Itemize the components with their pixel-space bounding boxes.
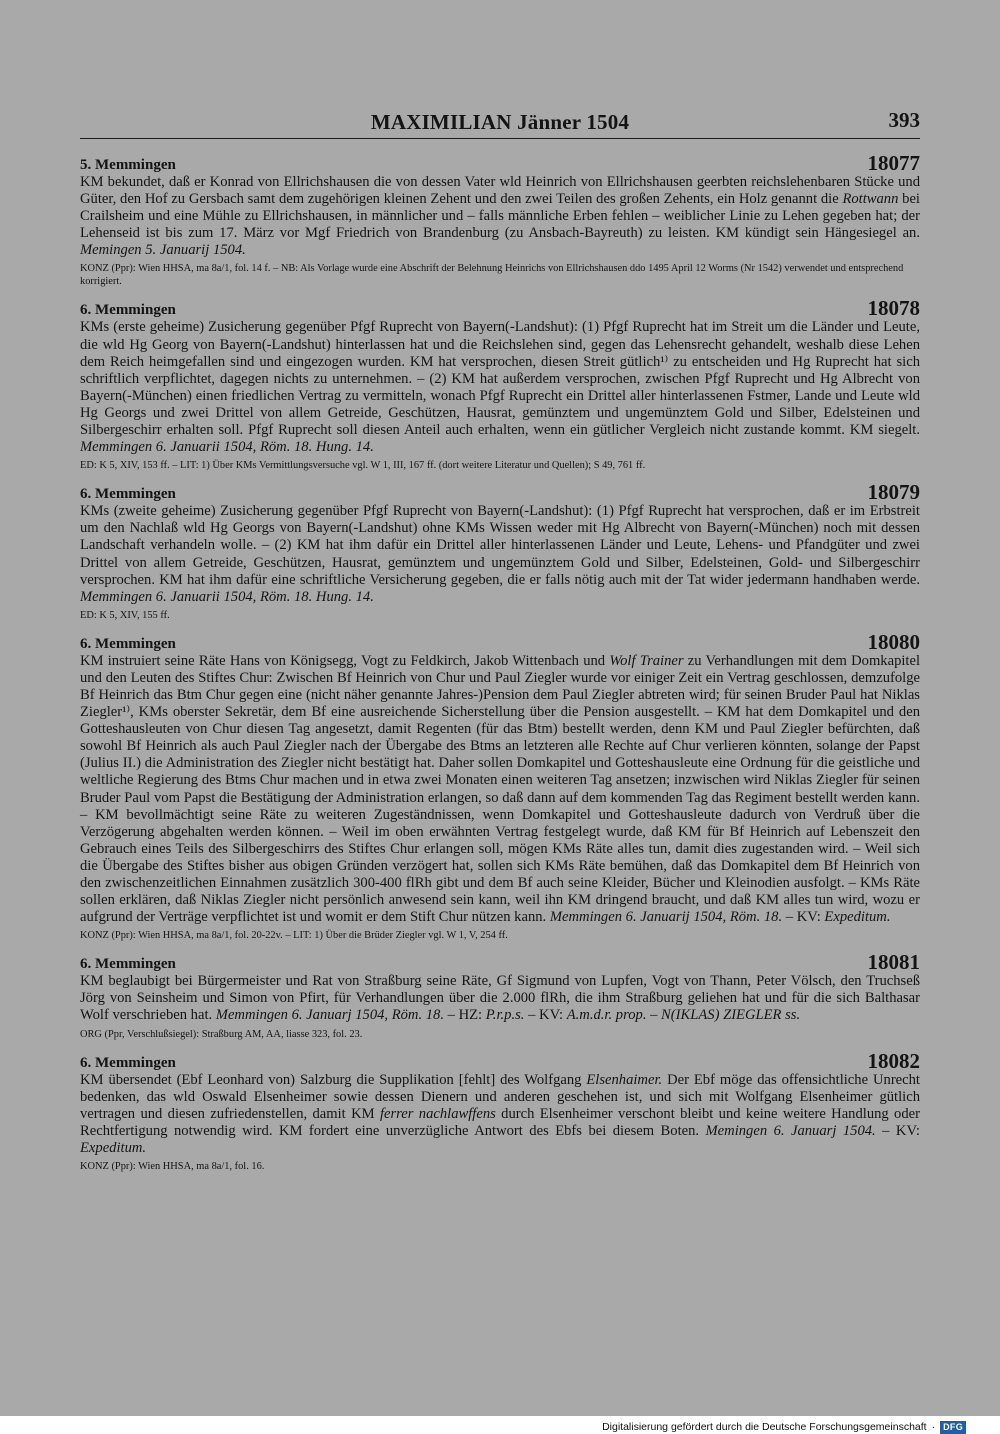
regest-entry — [80, 951, 920, 1040]
entries-list — [80, 152, 920, 1182]
footer-separator: · — [931, 1421, 936, 1433]
entry-date-place: 6. Memmingen — [80, 302, 176, 319]
entry-header — [80, 951, 920, 973]
entry-text — [80, 653, 920, 927]
entry-text-italic: Rottwann — [842, 191, 899, 208]
entry-text-segment: KM instruiert seine Räte Hans von Königsegg, Vogt zu Feldkirch, Jakob Wittenbach und — [80, 652, 610, 669]
entry-text-italic: Expeditum. — [824, 909, 891, 926]
running-header — [80, 108, 920, 138]
page-number: 393 — [888, 108, 920, 132]
header-rule — [80, 138, 920, 139]
entry-text-segment: KMs (erste geheime) Zusicherung gegenüber Pfgf Ruprecht von Bayern(-Landshut): (1) Pfgf Ruprecht hat im Streit um die Länder und Leute, die wld Hg Georg von Bayern(-Landshut) hinterlassen hat und die Reichslehen sind, gegen das Lehensrecht gehandelt, weshalb diese Lehen dem Reich heimgefallen sind und eingezogen wurden. KM hat versprochen, diesen Streit gütlich¹⁾ zu entscheiden und Hg Ruprecht hat sich schriftlich verpflichtet, dagegen nichts zu unternehmen. – (2) KM hat außerdem versprochen, zwischen Pfgf Ruprecht und Hg Albrecht von Bayern(-München) einen friedlichen Vertrag zu vermitteln, wonach Pfgf Ruprecht ein Drittel aller hinterlassenen Fstmer, Lande und Leute wld Hg Georgs und zwei Drittel von allem Getreide, Geschützen, Hausrat, gemünztem und ungemünztem Gold und Silber, Edelsteinen und Silbergeschirr erhalten soll. Pfgf Ruprecht soll diesen Anteil auch erhalten, wenn ein gütlicher Vergleich nicht zustande kommt. KM siegelt. — [80, 319, 920, 439]
entry-header — [80, 152, 920, 174]
entry-source-note: KONZ (Ppr): Wien HHSA, ma 8a/1, fol. 16. — [80, 1161, 265, 1173]
footer-credit: Digitalisierung gefördert durch die Deutsche Forschungsgemeinschaft — [602, 1421, 927, 1433]
entry-text-segment: – KV: — [875, 1122, 920, 1139]
entry-header — [80, 297, 920, 319]
entry-text-italic: Memingen 5. Januarij 1504. — [80, 242, 246, 259]
entry-source-note: KONZ (Ppr): Wien HHSA, ma 8a/1, fol. 14 f. – NB: Als Vorlage wurde eine Abschrift der Belehnung Heinrichs von Ellrichshausen ddo 1495 April 12 Worms (Nr 1542) verwendet und entsprechend korrigiert. — [80, 263, 904, 288]
regest-entry — [80, 297, 920, 472]
entry-text-segment: KMs (zweite geheime) Zusicherung gegenüber Pfgf Ruprecht von Bayern(-Landshut): (1) Pfgf Ruprecht hat versprochen, daß er im Erbstreit um den Nachlaß wld Hg Georgs von Bayern(-Landshut) ohne KMs Wissen weder mit Hg Albrecht von Bayern(-München) noch mit dessen Landschaft verhandeln wolle. – (2) KM hat ihm dafür ein Drittel aller hinterlassenen Länder und Leute, Lehens- und Pfandgüter und zwei Drittel von allem Getreide, Geschützen, Hausrat, gemünztem und ungemünztem Gold und Silber, Edelsteinen, Gold- und Silbergeschirr versprochen. KM hat ihm dafür eine schriftliche Versicherung gegeben, die er falls nötig auch mit der Tat wider jedermann handhaben werde. — [80, 503, 920, 588]
entry-text — [80, 319, 920, 456]
entry-date-place: 6. Memmingen — [80, 956, 176, 973]
entry-text-segment: – KV: — [782, 909, 825, 926]
entry-text-italic: Memingen 6. Januarj 1504. — [705, 1122, 876, 1139]
entry-text — [80, 973, 920, 1024]
regest-entry — [80, 1050, 920, 1173]
entry-date-place: 5. Memmingen — [80, 157, 176, 173]
entry-text-segment: – HZ: — [444, 1007, 486, 1024]
entry-text-italic: ferrer nachlawffens — [379, 1105, 496, 1122]
entry-text-segment: zu Verhandlungen mit dem Domkapitel und den Leuten des Stiftes Chur: Zwischen Bf Heinrich von Chur und Paul Ziegler wurde vor einiger Zeit ein Vertrag geschlossen, demzufolge Bf Heinrich das Btm Chur gegen eine (nicht näher genannte Jahres-)Pension dem Paul Ziegler abtreten wird; für seinen Bruder Paul hat Niklas Ziegler¹⁾, KMs oberster Sekretär, dem Bf eine ausreichende Sicherstellung über die Pension ausgestellt. – KM hat dem Domkapitel und den Gotteshausleuten von Chur diesen Tag angesetzt, damit Regenten (für das Btm) bestellt werden, denn KM und Paul Ziegler befürchten, daß sowohl Bf Heinrich als auch Paul Ziegler nach der Übergabe des Btms an letzteren alle Rechte auf Chur verlieren könnten, solange der Papst (Julius II.) die Administration des Ziegler nicht bestätigt hat. Daher sollen Domkapitel und Gotteshausleute eine Ordnung für die geistliche und weltliche Regierung des Btms Chur machen und in etwa zwei Monaten einen weiteren Tag ansetzen; inzwischen wird Niklas Ziegler für seinen Bruder Paul vom Papst die Bestätigung der Administration erlangen, so daß dann auf dem kommenden Tag das Regiment bestellt werden kann. – KM bevollmächtigt seine Räte zu weiteren Zugeständnissen, wenn Domkapitel und Gotteshausleute dadurch von Verdruß über die Verzögerung abgehalten werden können. – Weil im oben erwähnten Vertrag festgelegt wurde, daß KM für Bf Heinrich auf Lebenszeit den Gebrauch eines Teils des Silbergeschirrs des Stiftes Chur erlangen soll, mögen KMs Räte alles tun, damit dies zugestanden wird. – Weil sich die Übergabe des Stiftes bisher aus obigen Gründen verzögert hat, sollen sich KMs Räte bemühen, daß das Domkapitel dem Bf Heinrich von den zwischenzeitlichen Einnahmen zusätzlich 300-400 flRh gibt und dem Bf auch seine Kleider, Bücher und Kleinodien ausfolgt. – KMs Räte sollen erklären, daß Niklas Ziegler nicht persönlich anwesend sein kann, weil ihn KM dringend braucht, und daß KM alles tun wird, wozu er aufgrund der Verträge verpflichtet ist und womit er dem Stift Chur nützen kann. — [80, 652, 921, 926]
entry-text-italic: A.m.d.r. prop. – N(IKLAS) ZIEGLER ss. — [566, 1007, 801, 1024]
entry-text-italic: P.r.p.s. — [485, 1007, 525, 1024]
entry-date-place: 6. Memmingen — [80, 635, 176, 652]
entry-number: 18077 — [867, 151, 920, 175]
regest-entry — [80, 152, 920, 288]
entry-header — [80, 481, 920, 503]
entry-text — [80, 1072, 920, 1157]
entry-source-note: ED: K 5, XIV, 153 ff. – LIT: 1) Über KMs Vermittlungsversuche vgl. W 1, III, 167 ff. (dort weitere Literatur und Quellen); S 49, 761 ff. — [80, 460, 646, 472]
entry-source-note: KONZ (Ppr): Wien HHSA, ma 8a/1, fol. 20-22v. – LIT: 1) Über die Brüder Ziegler vgl. W 1, V, 254 ff. — [80, 930, 508, 942]
entry-text-italic: Memmingen 6. Januarij 1504, Röm. 18. — [549, 909, 783, 926]
dfg-logo-icon: DFG — [940, 1421, 966, 1434]
entry-text-segment: KM beglaubigt bei Bürgermeister und Rat von Straßburg seine Räte, Gf Sigmund von Lupfen, Vogt von Thann, Peter Völsch, den Truchseß Jörg von Seinsheim und Simon von Pfirt, für Verhandlungen über die 2.000 flRh, die ihm Straßburg geliehen hat und für die sich Balthasar Wolf verschrieben hat. — [80, 973, 920, 1024]
entry-number: 18080 — [867, 629, 920, 654]
entry-text-segment: KM bekundet, daß er Konrad von Ellrichshausen die von dessen Vater wld Heinrich von Ellrichshausen geerbten reichslehenbaren Stücke und Güter, den Hof zu Gersbach samt dem zugehörigen kleinen Zehent und den zwei Teilen des großen Zehents, ein Holz genannt die — [80, 174, 920, 208]
footer — [602, 1420, 966, 1434]
entry-header — [80, 1050, 920, 1072]
page-title: MAXIMILIAN Jänner 1504 — [370, 110, 630, 134]
entry-text-segment: durch Elsenheimer verschont bleibt und keine weitere Handlung oder Rechtfertigung notwendig wird. KM fordert eine unverzügliche Antwort des Ebfs bei diesem Boten. — [80, 1105, 920, 1139]
entry-date-place: 6. Memmingen — [80, 486, 176, 503]
entry-text-italic: Expeditum. — [80, 1139, 147, 1156]
entry-source-note: ED: K 5, XIV, 155 ff. — [80, 609, 170, 621]
entry-text — [80, 174, 920, 259]
entry-text-italic: Memmingen 6. Januarii 1504, Röm. 18. Hung. 14. — [80, 439, 374, 456]
entry-number: 18079 — [867, 480, 920, 505]
entry-number: 18082 — [867, 1048, 920, 1073]
entry-text-segment: bei Crailsheim und eine Mühle zu Ellrichshausen, in männlicher und – falls männliche Erben fehlen – weiblicher Linie zu Lehen gegeben hat; der Lehenseid ist bis zum 17. März vor Mgf Friedrich von Brandenburg (zu Ansbach-Bayreuth) zu leisten. KM kündigt sein Hängesiegel an. — [80, 191, 920, 242]
regest-entry — [80, 481, 920, 622]
entry-source-note: ORG (Ppr, Verschlußsiegel): Straßburg AM, AA, liasse 323, fol. 23. — [80, 1028, 363, 1040]
entry-text-italic: Memmingen 6. Januarj 1504, Röm. 18. — [215, 1007, 444, 1024]
entry-date-place: 6. Memmingen — [80, 1054, 176, 1071]
regest-entry — [80, 631, 920, 943]
entry-text-segment: Der Ebf möge das offensichtliche Unrecht bedenken, das wld Oswald Elsenheimer sowie dessen Dienern und anderen geschehen ist, und sich mit Wolfgang Elsenheimer gütlich vertragen und diesen zufriedenstellen, damit KM — [80, 1071, 920, 1122]
entry-number: 18078 — [867, 296, 920, 321]
entry-text — [80, 503, 920, 606]
entry-text-italic: Memmingen 6. Januarii 1504, Röm. 18. Hung. 14. — [80, 588, 374, 605]
entry-text-italic: Wolf Trainer — [609, 652, 684, 669]
entry-text-segment: – KV: — [524, 1007, 567, 1024]
entry-number: 18081 — [867, 950, 920, 975]
entry-text-segment: KM übersendet (Ebf Leonhard von) Salzburg die Supplikation [fehlt] des Wolfgang — [80, 1071, 587, 1088]
entry-text-italic: Elsenhaimer. — [586, 1071, 663, 1088]
entry-header — [80, 631, 920, 653]
